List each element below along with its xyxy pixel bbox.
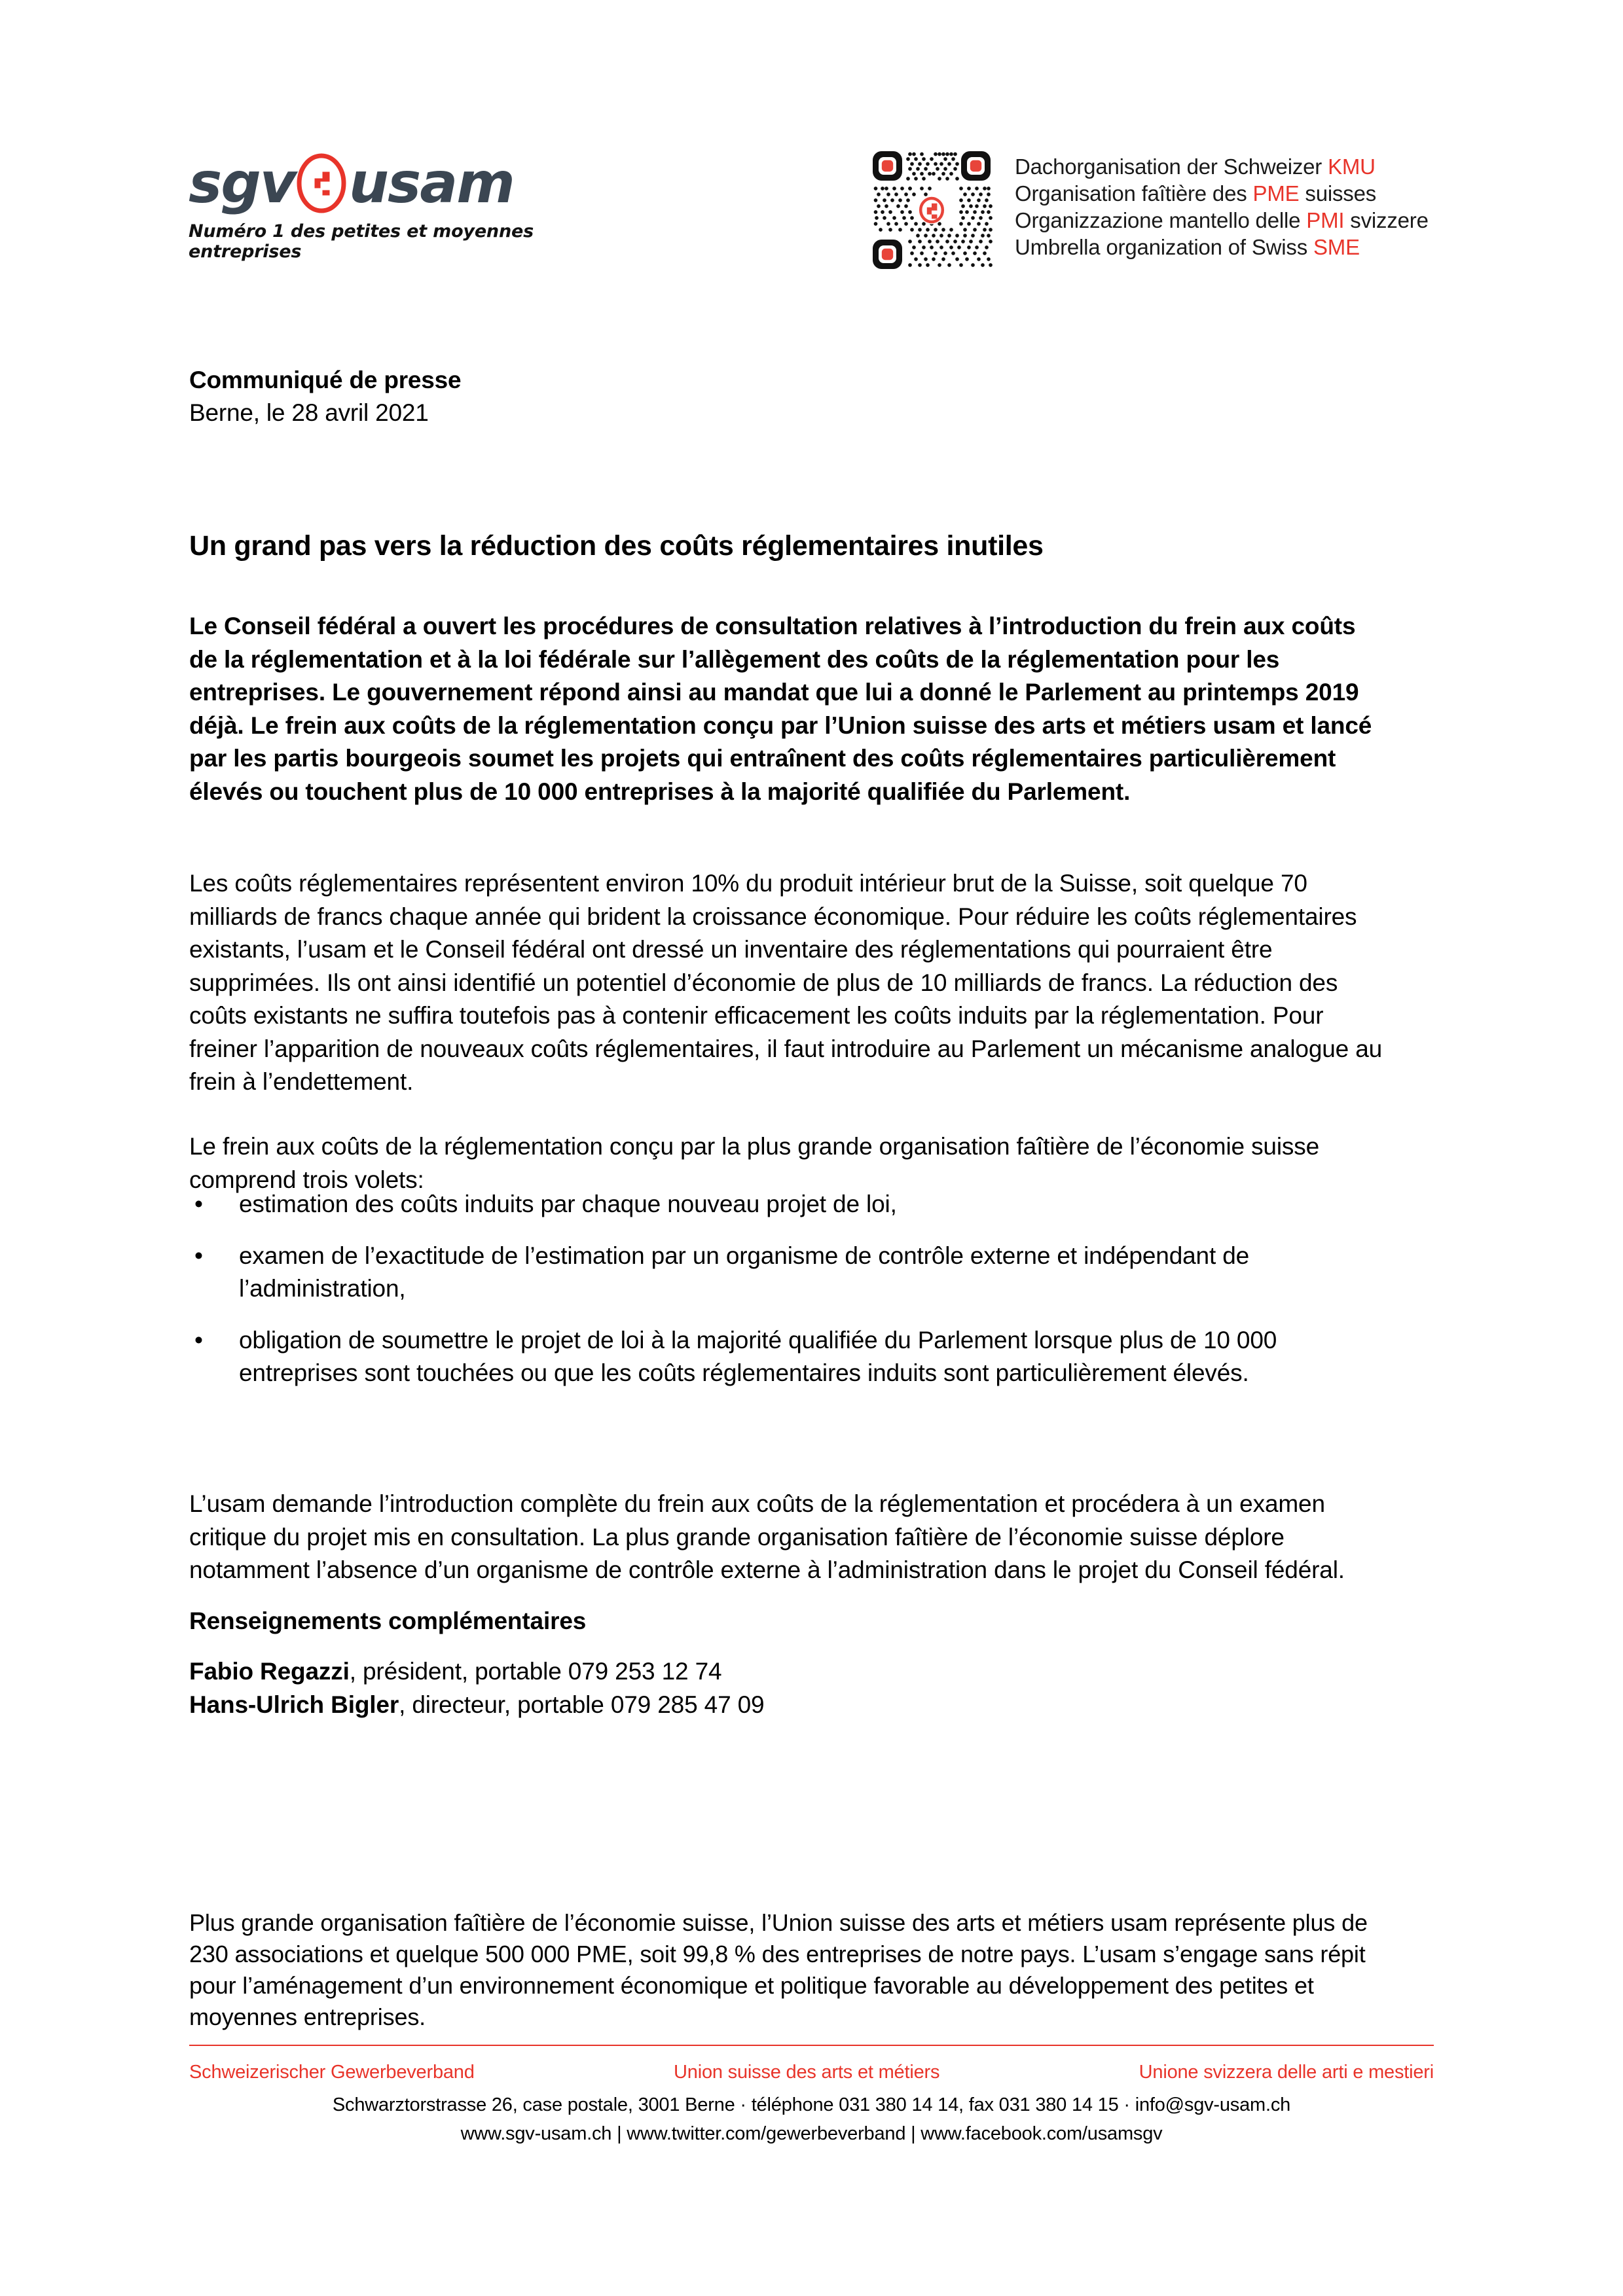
logo-text-usam: usam <box>348 151 514 216</box>
footer-org-fr: Union suisse des arts et métiers <box>674 2062 940 2083</box>
org-line-de-prefix: Dachorganisation der Schweizer <box>1015 154 1328 179</box>
body-paragraph-3: L’usam demande l’introduction complète du frein aux coûts de la réglementation et procédera à un examen critique du projet mis en consultation. La plus grande organisation faîtière de l’économie suisse déplore notamment l’absence d’un organisme de contrôle externe à l’administration dans le projet du Conseil fédéral. <box>189 1490 1345 1583</box>
bullet-marker-icon: • <box>194 1191 203 1217</box>
footer-org-it: Unione svizzera delle arti e mestieri <box>1139 2062 1434 2083</box>
footer-links: www.sgv-usam.ch | www.twitter.com/gewerbeverband | www.facebook.com/usamsgv <box>460 2123 1163 2144</box>
org-line-en-highlight: SME <box>1313 235 1360 259</box>
contact-list <box>189 1655 764 1721</box>
footer-address: Schwarztorstrasse 26, case postale, 3001 Berne · téléphone 031 380 14 14, fax 031 380 14 15 · info@sgv-usam.ch <box>332 2094 1291 2115</box>
org-line-en-prefix: Umbrella organization of Swiss <box>1015 235 1313 259</box>
lead-paragraph: Le Conseil fédéral a ouvert les procédures de consultation relatives à l’introduction du frein aux coûts de la réglementation et à la loi fédérale sur l’allègement des coûts de la réglementation pour les entreprises. Le gouvernement répond ainsi au mandat que lui a donné le Parlement au printemps 2019 déjà. Le frein aux coûts de la réglementation conçu par l’Union suisse des arts et métiers usam et lancé par les partis bourgeois soumet les projets qui entraînent des coûts réglementaires particulièrement élevés ou touchent plus de 10 000 entreprises à la majorité qualifiée du Parlement. <box>189 613 1372 805</box>
contact-name: Hans-Ulrich Bigler <box>189 1691 399 1718</box>
org-line-de-highlight: KMU <box>1328 154 1376 179</box>
list-item <box>189 1324 1400 1390</box>
list-item-text: examen de l’exactitude de l’estimation par un organisme de contrôle externe et indépendant de l’administration, <box>239 1242 1250 1302</box>
bullet-list <box>189 1188 1400 1408</box>
logo-wordmark <box>189 152 594 215</box>
document-footer <box>189 2045 1434 2148</box>
press-release-kicker <box>189 364 1433 429</box>
org-line-fr-suffix: suisses <box>1299 181 1377 206</box>
footer-divider <box>189 2045 1434 2046</box>
org-line-fr-prefix: Organisation faîtière des <box>1015 181 1253 206</box>
footer-organization-names <box>189 2060 1434 2084</box>
list-item <box>189 1188 1400 1221</box>
organization-taglines <box>1015 149 1429 260</box>
bullet-marker-icon: • <box>194 1326 203 1354</box>
boilerplate-paragraph: Plus grande organisation faîtière de l’économie suisse, l’Union suisse des arts et métiers usam représente plus de 230 associations et quelque 500 000 PME, soit 99,8 % des entreprises de notre pays. L’usam s’engage sans répit pour l’aménagement d’un environnement économique et politique favorable au développement des petites et moyennes entreprises. <box>189 1909 1368 2030</box>
list-item <box>189 1240 1400 1306</box>
org-line-fr <box>1015 180 1429 207</box>
list-item-text: obligation de soumettre le projet de loi à la majorité qualifiée du Parlement lorsque plus de 10 000 entreprises sont touchées ou que les coûts réglementaires induits sont particulièrement élevés. <box>239 1326 1277 1386</box>
contact-detail: , président, portable 079 253 12 74 <box>349 1658 722 1685</box>
contact-section-heading: Renseignements complémentaires <box>189 1607 587 1634</box>
document-header <box>0 0 1623 308</box>
contact-row <box>189 1688 764 1721</box>
org-line-it-highlight: PMI <box>1306 208 1345 232</box>
contact-row <box>189 1655 764 1688</box>
contact-detail: , directeur, portable 079 285 47 09 <box>399 1691 765 1718</box>
page-title: Un grand pas vers la réduction des coûts réglementaires inutiles <box>189 529 1044 562</box>
org-line-it <box>1015 207 1429 234</box>
body-paragraph-1: Les coûts réglementaires représentent environ 10% du produit intérieur brut de la Suisse, soit quelque 70 milliards de francs chaque année qui brident la croissance économique. Pour réduire les coûts réglementaires existants, l’usam et le Conseil fédéral ont dressé un inventaire des réglementations qui pourraient être supprimées. Ils ont ainsi identifié un potentiel d’économie de plus de 10 milliards de francs. La réduction des coûts existants ne suffira toutefois pas à contenir efficacement les coûts induits par la réglementation. Pour freiner l’apparition de nouveaux coûts réglementaires, il faut introduire au Parlement un mécanisme analogue au frein à l’endettement. <box>189 870 1383 1095</box>
footer-org-de: Schweizerischer Gewerbeverband <box>189 2062 475 2083</box>
swiss-cross-oval-emblem-icon <box>291 153 352 213</box>
org-line-it-suffix: svizzere <box>1344 208 1429 232</box>
dateline: Berne, le 28 avril 2021 <box>189 399 429 426</box>
document-type-label: Communiqué de presse <box>189 367 462 393</box>
contact-name: Fabio Regazzi <box>189 1658 350 1685</box>
body-paragraph-2: Le frein aux coûts de la réglementation conçu par la plus grande organisation faîtière de l’économie suisse comprend trois volets: <box>189 1133 1320 1193</box>
list-item-text: estimation des coûts induits par chaque nouveau projet de loi, <box>239 1191 897 1217</box>
qr-code-icon <box>871 149 993 271</box>
logo-text-sgv: sgv <box>189 151 295 216</box>
bullet-marker-icon: • <box>194 1242 203 1269</box>
org-line-fr-highlight: PME <box>1252 181 1300 206</box>
sgv-usam-logo <box>189 152 594 262</box>
org-line-de <box>1015 153 1429 180</box>
org-line-it-prefix: Organizzazione mantello delle <box>1015 208 1307 232</box>
logo-tagline: Numéro 1 des petites et moyennes entreprises <box>189 221 534 262</box>
org-line-en <box>1015 234 1429 260</box>
organization-identity-block <box>871 149 1429 271</box>
